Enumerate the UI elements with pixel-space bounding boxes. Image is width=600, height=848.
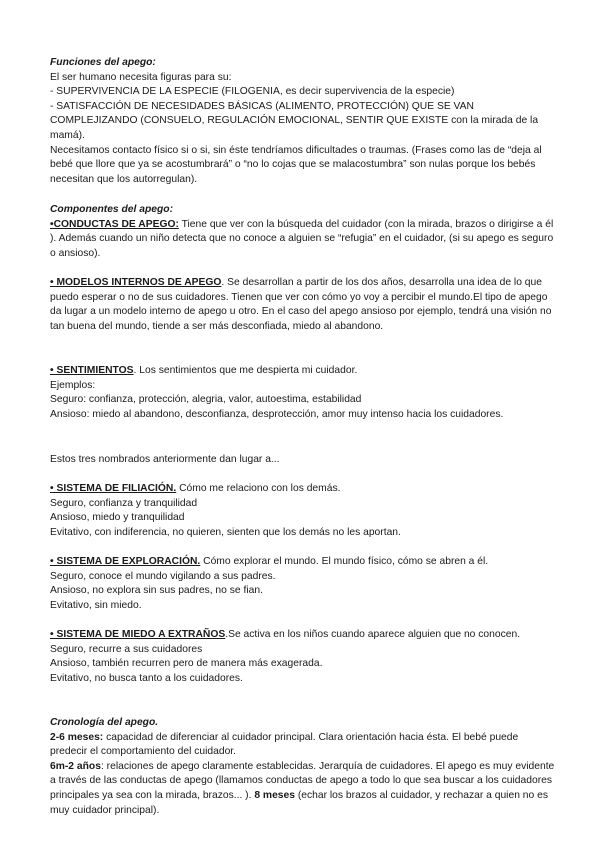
paragraph: Ejemplos: — [50, 379, 96, 391]
paragraph-exploracion: • SISTEMA DE EXPLORACIÓN. Cómo explorar el mundo. El mundo físico, cómo se abren a él. Seguro, conoce el mundo vigilando a sus padres. Ansioso, no explora sin sus padres, no se fian. Evitativo, sin miedo. — [50, 555, 558, 613]
paragraph: Seguro, confianza y tranquilidad — [50, 497, 198, 509]
paragraph: Necesitamos contacto físico si o si, sin éste tendríamos dificultades o traumas. (Frases como las de “deja al bebé que llore que ya se acostumbrará” o “no lo cojas que se malacostumbra” son nulas porque los bebés necesitan que los autorregulan). — [50, 144, 542, 185]
section-heading-cronologia: Cronología del apego. — [50, 717, 159, 728]
paragraph-modelos: • MODELOS INTERNOS DE APEGO. Se desarrollan a partir de los dos años, desarrolla una idea de lo que puedo esperar o no de sus cuidadores. Tienen que ver con cómo yo voy a percibir el mundo.El tipo de apego da lugar a un modelo interno de apego u otro. En el caso del apego ansioso por ejemplo, tendrá una visión no tan buena del mundo, tiende a ser más desconfiada, miedo al abandono. — [50, 277, 552, 332]
section-cronologia — [50, 716, 558, 818]
paragraph-6m-2-anos: 6m-2 años: relaciones de apego claramente establecidas. Jerarquía de cuidadores. El apego es muy evidente a través de las conductas de apego (llamamos conductas de apego a todo lo que sea buscar a los cuidadores principales ya sea con la mirada, brazos... ). 8 meses (echar los brazos al cuidador, y rechazar a quien no es muy cuidador principal). — [50, 760, 555, 816]
section-heading-funciones: Funciones del apego: — [50, 57, 156, 68]
paragraph: Evitativo, con indiferencia, no quieren, sienten que los demás no les aportan. — [50, 526, 401, 538]
paragraph: Seguro, conoce el mundo vigilando a sus padres. — [50, 570, 276, 582]
paragraph-filiacion: • SISTEMA DE FILIACIÓN. Cómo me relaciono con los demás. Seguro, confianza y tranquilidad Ansioso, miedo y tranquilidad Evitativo, con indiferencia, no quieren, sienten que los demás no les aportan. — [50, 482, 558, 540]
section-funciones — [50, 56, 558, 187]
paragraph: Ansioso, no explora sin sus padres, no se fian. — [50, 585, 263, 597]
term-conductas: •CONDUCTAS DE APEGO: — [50, 218, 179, 230]
paragraph: Seguro: confianza, protección, alegria, valor, autoestima, estabilidad — [50, 394, 362, 406]
paragraph: Ansioso: miedo al abandono, desconfianza, desprotección, amor muy intenso hacia los cuidadores. — [50, 408, 504, 420]
paragraph: Ansioso, miedo y tranquilidad — [50, 512, 185, 524]
term-miedo: • SISTEMA DE MIEDO A EXTRAÑOS — [50, 629, 226, 640]
term-filiacion: • SISTEMA DE FILIACIÓN. — [50, 483, 177, 494]
paragraph: Seguro, recurre a sus cuidadores — [50, 643, 203, 655]
paragraph-sentimientos: • SENTIMIENTOS. Los sentimientos que me despierta mi cuidador. Ejemplos: Seguro: confianza, protección, alegria, valor, autoestima, estabilidad Ansioso: miedo al abandono, desconfianza, desprotección, amor muy intenso hacia los cuidadores. — [50, 364, 558, 422]
paragraph-2-6-meses: 2-6 meses: capacidad de diferenciar al cuidador principal. Clara orientación hacia ésta. El bebé puede predecir el comportamiento del cuidador. — [50, 731, 519, 758]
paragraph: Ansioso, también recurren pero de manera más exagerada. — [50, 658, 323, 670]
paragraph: - SUPERVIVENCIA DE LA ESPECIE (FILOGENIA, es decir supervivencia de la especie) — [50, 86, 455, 98]
paragraph-conductas: •CONDUCTAS DE APEGO: Tiene que ver con la búsqueda del cuidador (con la mirada, brazos o dirigirse a él ). Además cuando un niño detecta que no conoce a alguien se “refugia” en el cuidador, (si su apego es seguro o ansioso). — [50, 218, 554, 259]
paragraph: Evitativo, sin miedo. — [50, 599, 142, 611]
section-heading-componentes: Componentes del apego: — [50, 204, 173, 215]
term-sentimientos: • SENTIMIENTOS — [50, 365, 134, 376]
paragraph: - SATISFACCIÓN DE NECESIDADES BÁSICAS (ALIMENTO, PROTECCIÓN) QUE SE VAN COMPLEJIZANDO (CONSUELO, REGULACIÓN EMOCIONAL, SENTIR QUE EXISTE con la mirada de la mamá). — [50, 100, 539, 141]
paragraph-transition: Estos tres nombrados anteriormente dan lugar a... — [50, 454, 280, 465]
paragraph-miedo: • SISTEMA DE MIEDO A EXTRAÑOS.Se activa en los niños cuando aparece alguien que no conocen. Seguro, recurre a sus cuidadores Ansioso, también recurren pero de manera más exagerada. Evitativo, no busca tanto a los cuidadores. — [50, 628, 558, 686]
section-componentes — [50, 203, 558, 261]
term-modelos: • MODELOS INTERNOS DE APEGO — [50, 277, 222, 288]
term-exploracion: • SISTEMA DE EXPLORACIÓN. — [50, 556, 201, 567]
paragraph: El ser humano necesita figuras para su: — [50, 71, 232, 83]
paragraph: Evitativo, no busca tanto a los cuidadores. — [50, 672, 243, 684]
